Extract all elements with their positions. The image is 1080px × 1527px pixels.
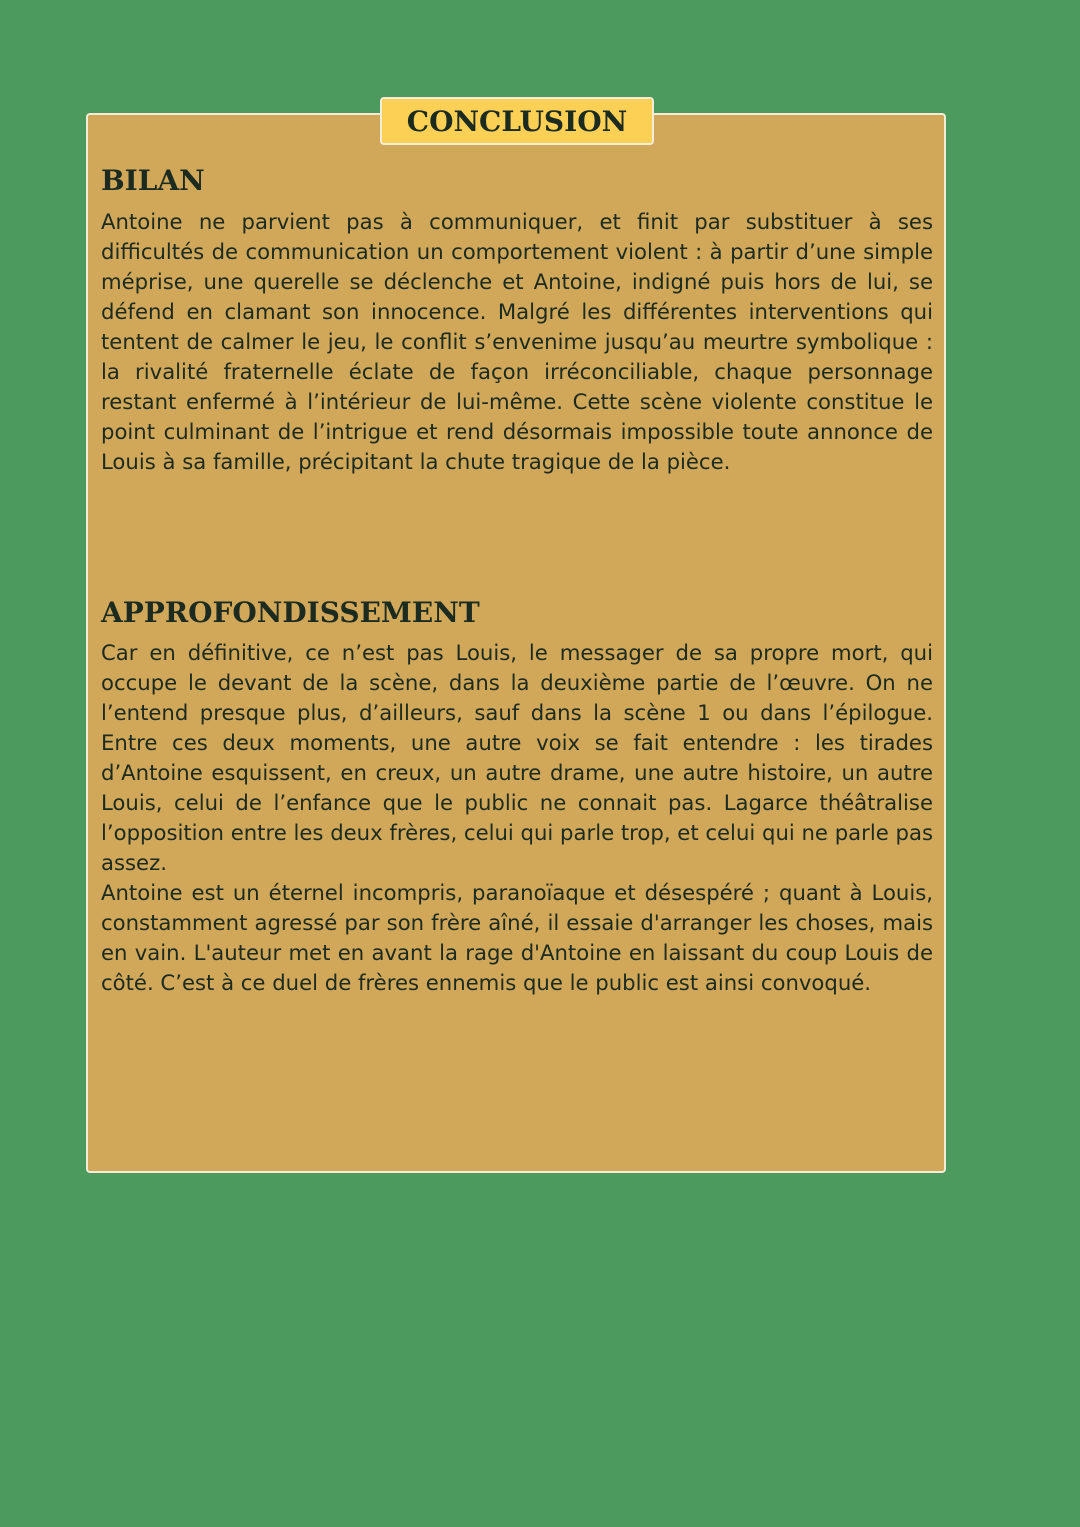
- section-title-bilan: BILAN: [101, 164, 205, 197]
- conclusion-header: [380, 97, 654, 145]
- section-title-approfondissement: APPROFONDISSEMENT: [101, 596, 480, 629]
- approfondissement-paragraph-2: Antoine est un éternel incompris, paranoïaque et désespéré ; quant à Louis, constamment agressé par son frère aîné, il essaie d'arranger les choses, mais en vain. L'auteur met en avant la rage d'Antoine en laissant du coup Louis de côté. C’est à ce duel de frères ennemis que le public est ainsi convoqué.: [101, 880, 933, 995]
- approfondissement-paragraph-1: Car en définitive, ce n’est pas Louis, le messager de sa propre mort, qui occupe le devant de la scène, dans la deuxième partie de l’œuvre. On ne l’entend presque plus, d’ailleurs, sauf dans la scène 1 ou dans l’épilogue. Entre ces deux moments, une autre voix se fait entendre : les tirades d’Antoine esquissent, en creux, un autre drame, une autre histoire, un autre Louis, celui de l’enfance que le public ne connait pas. Lagarce théâtralise l’opposition entre les deux frères, celui qui parle trop, et celui qui ne parle pas assez.: [101, 640, 933, 875]
- conclusion-title: CONCLUSION: [406, 104, 628, 138]
- bilan-paragraph: Antoine ne parvient pas à communiquer, et finit par substituer à ses difficultés de communication un comportement violent : à partir d’une simple méprise, une querelle se déclenche et Antoine, indigné puis hors de lui, se défend en clamant son innocence. Malgré les différentes interventions qui tentent de calmer le jeu, le conflit s’envenime jusqu’au meurtre symbolique : la rivalité fraternelle éclate de façon irréconciliable, chaque personnage restant enfermé à l’intérieur de lui-même. Cette scène violente constitue le point culminant de l’intrigue et rend désormais impossible toute annonce de Louis à sa famille, précipitant la chute tragique de la pièce.: [101, 209, 933, 474]
